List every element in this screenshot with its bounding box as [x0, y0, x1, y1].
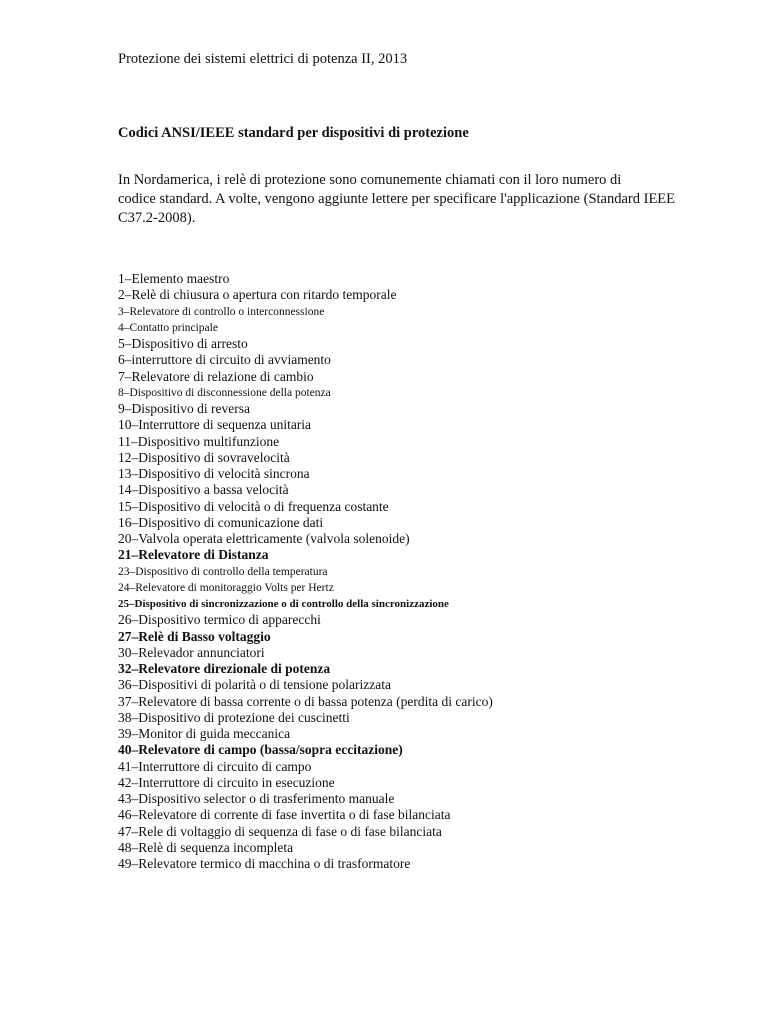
code-list-item: 4–Contatto principale [118, 321, 218, 334]
code-list-item: 40–Relevatore di campo (bassa/sopra eccitazione) [118, 742, 403, 758]
code-list-item: 37–Relevatore di bassa corrente o di bassa potenza (perdita di carico) [118, 693, 493, 709]
intro-line: C37.2-2008). [118, 210, 196, 226]
code-list-item: 39–Monitor di guida meccanica [118, 726, 291, 741]
code-list-item: 16–Dispositivo di comunicazione dati [118, 514, 324, 530]
code-list-item: 1–Elemento maestro [118, 271, 230, 286]
ansi-code-list [118, 271, 493, 872]
code-list-item: 14–Dispositivo a bassa velocità [118, 482, 289, 498]
code-list-item: 2–Relè di chiusura o apertura con ritardo temporale [118, 287, 397, 303]
code-list-item: 38–Dispositivo di protezione dei cuscinetti [118, 709, 350, 725]
code-list-item: 23–Dispositivo di controllo della temperatura [118, 565, 328, 578]
document-title: Codici ANSI/IEEE standard per dispositivi di protezione [118, 125, 469, 141]
document-header: Protezione dei sistemi elettrici di potenza II, 2013 [118, 51, 408, 67]
code-list-item: 27–Relè di Basso voltaggio [118, 628, 271, 644]
code-list-item: 6–interruttore di circuito di avviamento [118, 352, 331, 368]
code-list-item: 41–Interruttore di circuito di campo [118, 758, 312, 774]
code-list-item: 10–Interruttore di sequenza unitaria [118, 417, 312, 433]
intro-line: codice standard. A volte, vengono aggiunte lettere per specificare l'applicazione (Standard IEEE [118, 191, 676, 207]
code-list-item: 9–Dispositivo di reversa [118, 401, 250, 416]
code-list-item: 15–Dispositivo di velocità o di frequenza costante [118, 498, 389, 514]
intro-line: In Nordamerica, i relè di protezione sono comunemente chiamati con il loro numero di [118, 172, 622, 188]
code-list-item: 7–Relevatore di relazione di cambio [118, 368, 314, 384]
code-list-item: 47–Rele di voltaggio di sequenza di fase o di fase bilanciata [118, 823, 442, 839]
code-list-item: 3–Relevatore di controllo o interconnessione [118, 305, 325, 318]
code-list-item: 48–Relè di sequenza incompleta [118, 839, 294, 855]
code-list-item: 12–Dispositivo di sovravelocità [118, 449, 290, 465]
code-list-item: 26–Dispositivo termico di apparecchi [118, 612, 321, 628]
intro-paragraph [118, 171, 678, 228]
code-list-item: 30–Relevador annunciatori [118, 644, 265, 660]
code-list-item: 49–Relevatore termico di macchina o di trasformatore [118, 856, 411, 871]
code-list-item: 46–Relevatore di corrente di fase invertita o di fase bilanciata [118, 807, 451, 823]
code-list-item: 24–Relevatore di monitoraggio Volts per Hertz [118, 581, 334, 594]
code-list-item: 11–Dispositivo multifunzione [118, 433, 280, 449]
code-list-item: 8–Dispositivo di disconnessione della potenza [118, 386, 331, 399]
code-list-item: 5–Dispositivo di arresto [118, 336, 248, 351]
code-list-item: 21–Relevatore di Distanza [118, 547, 269, 563]
code-list-item: 32–Relevatore direzionale di potenza [118, 661, 331, 676]
code-list-item: 43–Dispositivo selector o di trasferimento manuale [118, 791, 395, 806]
code-list-item: 36–Dispositivi di polarità o di tensione polarizzata [118, 677, 391, 693]
code-list-item: 13–Dispositivo di velocità sincrona [118, 466, 310, 481]
code-list-item: 42–Interruttore di circuito in esecuzione [118, 774, 335, 790]
code-list-item: 20–Valvola operata elettricamente (valvola solenoide) [118, 531, 410, 546]
code-list-item: 25–Dispositivo di sincronizzazione o di controllo della sincronizzazione [118, 598, 449, 610]
